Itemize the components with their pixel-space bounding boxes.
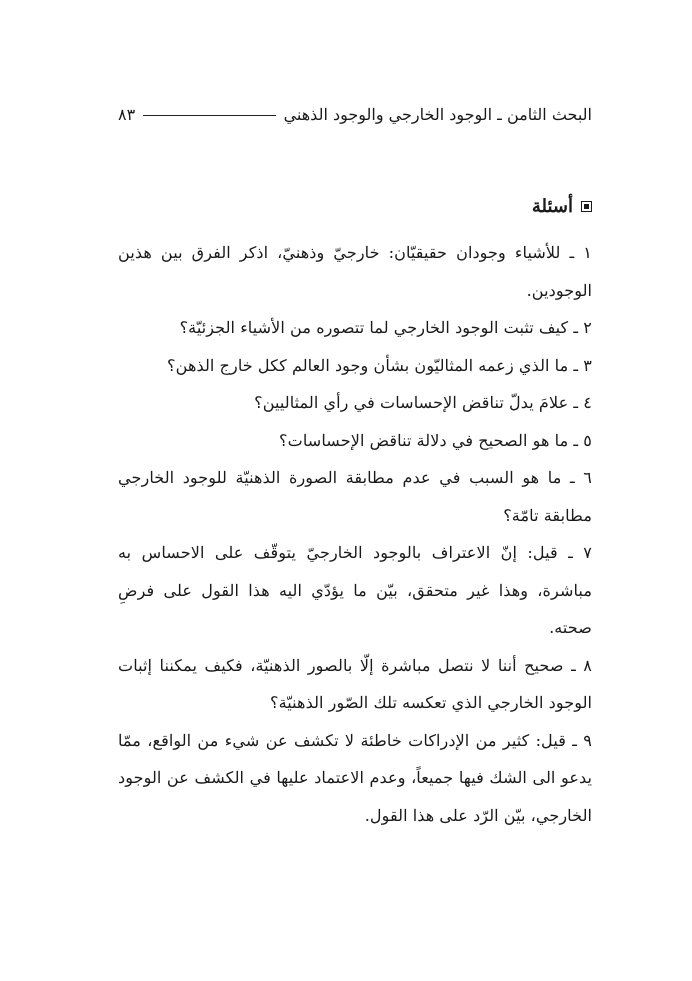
questions-list (118, 234, 592, 834)
question-item: ٩ ـ قيل: كثير من الإدراكات خاطئة لا تكشف عن شيء من الواقع، ممّا يدعو الى الشك فيها جميعاً، وعدم الاعتماد عليها في الكشف عن الوجود الخارجي، بيّن الرّد على هذا القول. (118, 730, 592, 825)
question-item: ١ ـ للأشياء وجودان حقيقيّان: خارجيّ وذهنيّ، اذكر الفرق بين هذين الوجودين. (118, 243, 592, 300)
question-item: ٢ ـ كيف تثبت الوجود الخارجي لما تتصوره من الأشياء الجزئيّة؟ (179, 318, 592, 337)
question-item: ٥ ـ ما هو الصحيح في دلالة تناقض الإحساسات؟ (279, 430, 592, 450)
section-heading-text: أسئلة (531, 196, 573, 217)
header-rule (143, 115, 275, 116)
running-header (118, 98, 592, 130)
square-bullet-icon (581, 201, 592, 212)
question-item: ٨ ـ صحيح أننا لا نتصل مباشرة إلّا بالصور الذهنيّة، فكيف يمكننا إثبات الوجود الخارجي الذي تعكسه تلك الصّور الذهنيّة؟ (118, 655, 592, 712)
question-item: ٧ ـ قيل: إنّ الاعتراف بالوجود الخارجيّ يتوقّف على الاحساس به مباشرة، وهذا غير متحقق، بيّن ما يؤدّي اليه هذا القول على فرضِ صحته. (118, 543, 592, 637)
header-title: البحث الثامن ـ الوجود الخارجي والوجود الذهني (283, 104, 592, 124)
question-item: ٤ ـ علامَ يدلّ تناقض الإحساسات في رأي المثاليين؟ (254, 393, 592, 412)
question-item: ٣ ـ ما الذي زعمه المثاليّون بشأن وجود العالم ككل خارج الذهن؟ (167, 355, 592, 375)
page-number: ٨٣ (118, 104, 136, 124)
section-heading (532, 196, 592, 217)
question-item: ٦ ـ ما هو السبب في عدم مطابقة الصورة الذهنيّة للوجود الخارجي مطابقة تامّة؟ (118, 468, 592, 525)
